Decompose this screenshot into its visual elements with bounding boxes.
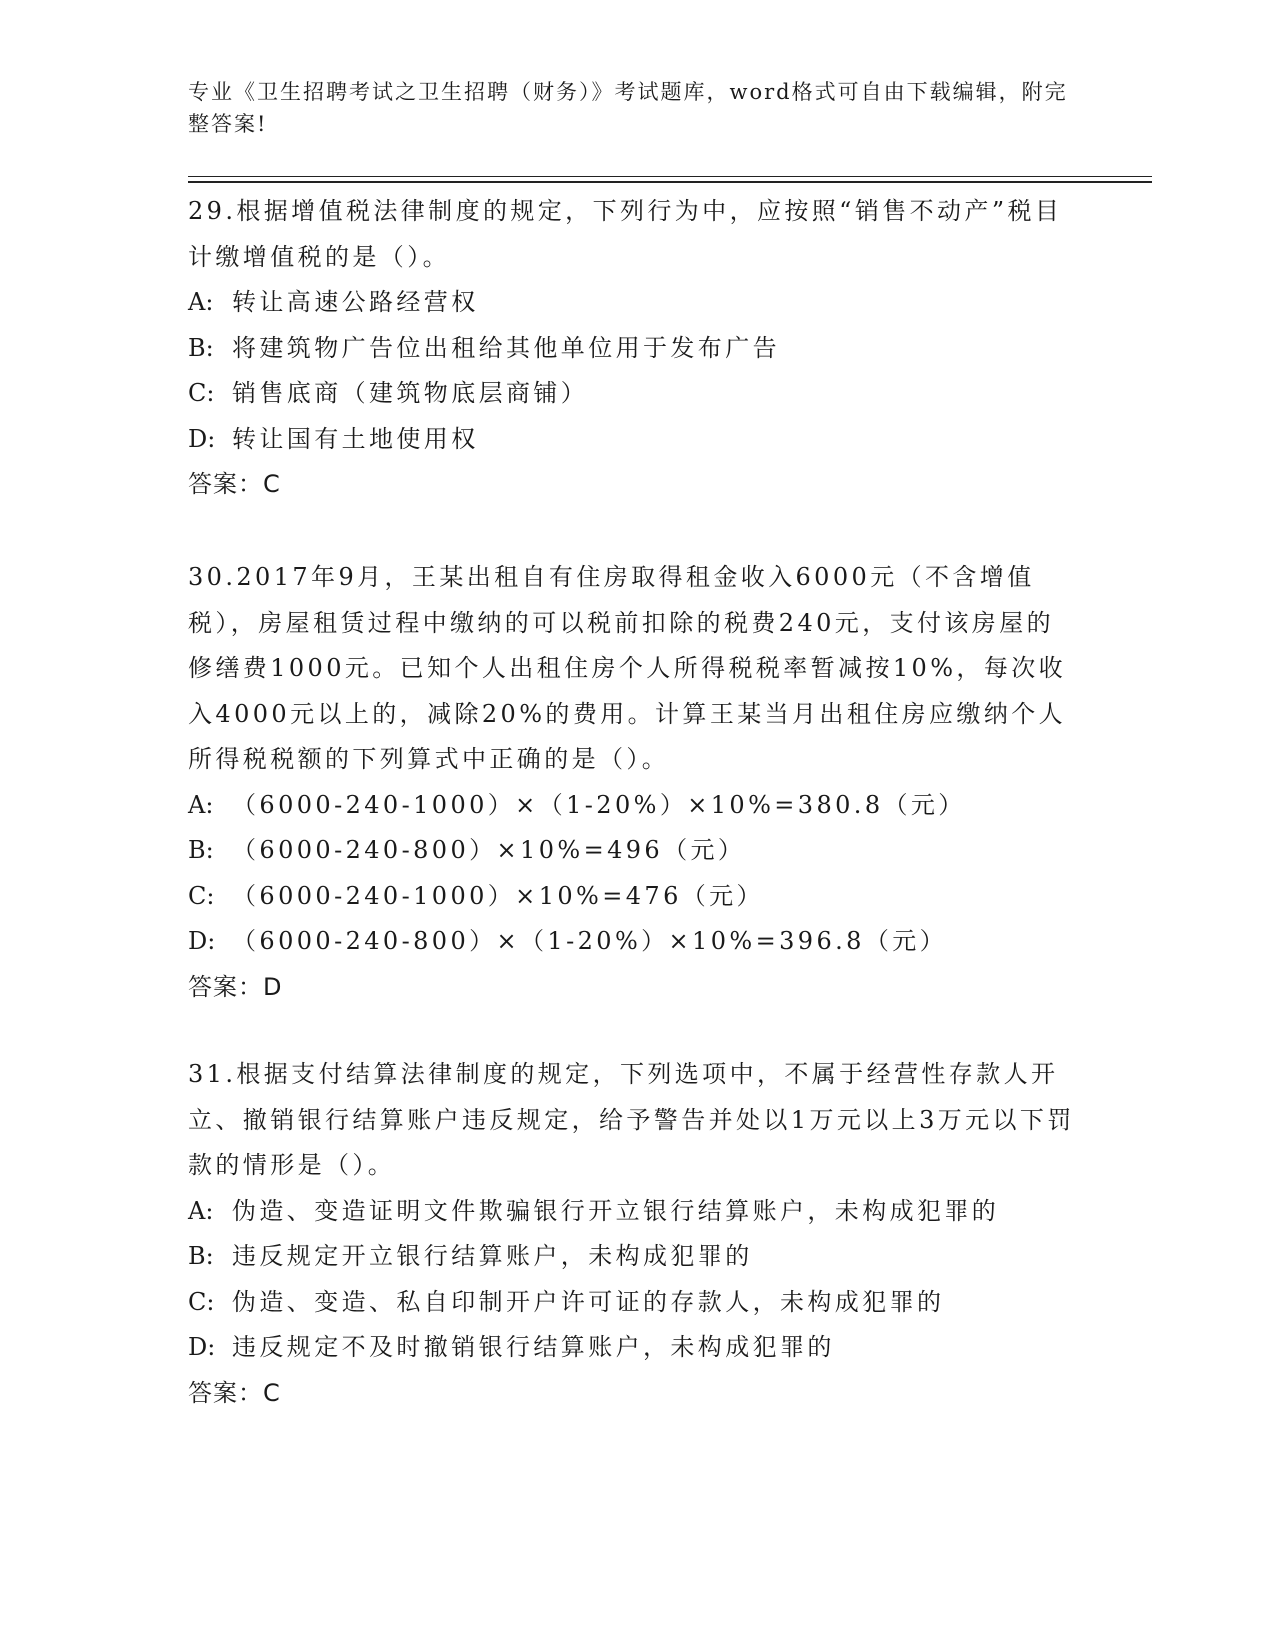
- option-letter: A:: [188, 790, 214, 819]
- option-text: 销售底商（建筑物底层商铺）: [232, 379, 589, 407]
- question-stem: 30.2017年9月，王某出租自有住房取得租金收入6000元（不含增值税），房屋租赁过程中缴纳的可以税前扣除的税费240元，支付该房屋的修缮费1000元。已知个人出租住房个人所得税税率暂减按10%，每次收入4000元以上的，减除20%的费用。计算王某当月出租住房应缴纳个人所得税税额的下列算式中正确的是（）。: [188, 563, 1067, 773]
- option-text: 将建筑物广告位出租给其他单位用于发布广告: [232, 333, 780, 362]
- option-text: 伪造、变造、私自印制开户许可证的存款人，未构成犯罪的: [232, 1287, 945, 1316]
- option-a: [188, 1189, 1078, 1235]
- question-stem: 31.根据支付结算法律制度的规定，下列选项中，不属于经营性存款人开立、撤销银行结算账户违反规定，给予警告并处以1万元以上3万元以下罚款的情形是（）。: [188, 1060, 1075, 1179]
- option-letter: D:: [188, 424, 216, 453]
- option-c: [188, 874, 1078, 920]
- option-letter: B:: [188, 836, 214, 864]
- option-letter: C:: [188, 379, 215, 407]
- option-text: 违反规定开立银行结算账户，未构成犯罪的: [232, 1242, 753, 1270]
- option-text: （6000-240-1000）×（1-20%）×10%=380.8（元）: [232, 790, 966, 819]
- option-b: [188, 1234, 1078, 1280]
- question-stem: 29.根据增值税法律制度的规定，下列行为中，应按照“销售不动产”税目计缴增值税的是（）。: [188, 197, 1063, 271]
- header-divider-thick: [188, 181, 1152, 183]
- option-letter: B:: [188, 1242, 214, 1270]
- option-b: [188, 828, 1078, 874]
- option-letter: A:: [188, 288, 214, 316]
- option-letter: C:: [188, 1287, 215, 1316]
- answer-line: 答案：D: [188, 972, 283, 1001]
- answer-line: 答案：C: [188, 1378, 281, 1407]
- answer-line: 答案：C: [188, 470, 281, 498]
- option-text: （6000-240-800）×10%=496（元）: [232, 836, 746, 864]
- option-letter: C:: [188, 881, 215, 910]
- document-header: 专业《卫生招聘考试之卫生招聘（财务）》考试题库，word格式可自由下载编辑，附完整答案!: [188, 80, 1068, 136]
- option-d: [188, 417, 1078, 463]
- option-d: [188, 1325, 1078, 1371]
- option-letter: D:: [188, 1333, 216, 1361]
- option-letter: D:: [188, 927, 216, 955]
- option-text: 转让国有土地使用权: [232, 424, 479, 453]
- option-b: [188, 326, 1078, 372]
- option-d: [188, 919, 1078, 965]
- option-c: [188, 371, 1078, 417]
- option-letter: A:: [188, 1196, 214, 1225]
- option-a: [188, 783, 1078, 829]
- option-text: 伪造、变造证明文件欺骗银行开立银行结算账户，未构成犯罪的: [232, 1196, 1000, 1225]
- option-a: [188, 280, 1078, 326]
- option-text: （6000-240-800）×（1-20%）×10%=396.8（元）: [232, 927, 948, 955]
- option-text: （6000-240-1000）×10%=476（元）: [232, 881, 764, 910]
- option-letter: B:: [188, 333, 214, 362]
- option-text: 转让高速公路经营权: [232, 288, 479, 316]
- question-30: [188, 555, 1078, 1010]
- question-31: [188, 1052, 1078, 1416]
- question-29: [188, 189, 1078, 508]
- option-text: 违反规定不及时撤销银行结算账户，未构成犯罪的: [232, 1333, 835, 1361]
- header-divider-thin: [188, 176, 1152, 177]
- option-c: [188, 1280, 1078, 1326]
